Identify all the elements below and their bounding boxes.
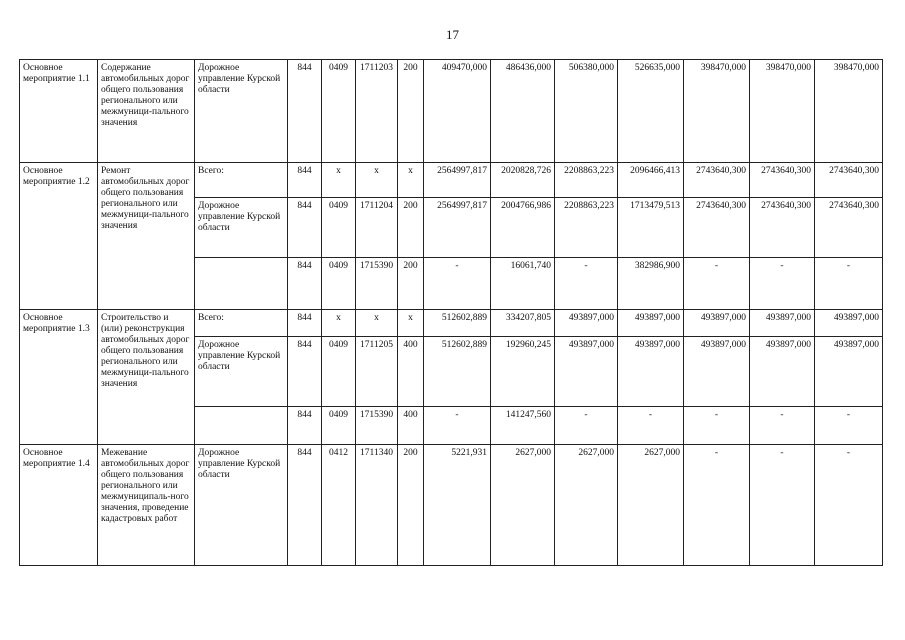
amount-cell: 398470,000 [750,60,815,163]
section-code: 0412 [322,445,356,566]
section-code: 0409 [322,407,356,445]
section-code: 0409 [322,258,356,310]
amount-cell: 334207,805 [491,310,555,337]
amount-cell: 141247,560 [491,407,555,445]
amount-cell: 493897,000 [750,310,815,337]
executor: Дорожное управление Курской области [195,337,288,407]
expense-type-code: 200 [398,445,424,566]
expense-type-code: 400 [398,337,424,407]
amount-cell: 2020828,726 [491,163,555,198]
amount-cell: 16061,740 [491,258,555,310]
amount-cell: - [750,445,815,566]
amount-cell: 526635,000 [618,60,684,163]
section-code: х [322,163,356,198]
expense-type-code: х [398,310,424,337]
grbs-code: 844 [288,258,322,310]
amount-cell: 486436,000 [491,60,555,163]
amount-cell: 2208863,223 [555,198,618,258]
table-row [20,445,883,566]
amount-cell: 493897,000 [750,337,815,407]
target-article-code: х [356,310,398,337]
table-row [20,60,883,163]
activity-name: Основное мероприятие 1.1 [20,60,98,163]
amount-cell: - [684,407,750,445]
amount-cell: 2743640,300 [750,163,815,198]
amount-cell: 398470,000 [815,60,883,163]
amount-cell: 512602,889 [424,337,491,407]
amount-cell: 192960,245 [491,337,555,407]
amount-cell: 2743640,300 [750,198,815,258]
amount-cell: 2004766,986 [491,198,555,258]
grbs-code: 844 [288,198,322,258]
amount-cell: - [555,258,618,310]
amount-cell: 493897,000 [684,337,750,407]
target-article-code: 1711340 [356,445,398,566]
target-article-code: 1715390 [356,407,398,445]
amount-cell: 2096466,413 [618,163,684,198]
amount-cell: 1713479,513 [618,198,684,258]
amount-cell: 493897,000 [618,310,684,337]
activity-name: Основное мероприятие 1.4 [20,445,98,566]
amount-cell: - [618,407,684,445]
amount-cell: 2564997,817 [424,163,491,198]
executor [195,258,288,310]
amount-cell: 493897,000 [684,310,750,337]
amount-cell: 506380,000 [555,60,618,163]
activity-description: Ремонт автомобильных дорог общего пользования регионального или межмуници-пального значения [98,163,195,310]
grbs-code: 844 [288,310,322,337]
amount-cell: 2627,000 [618,445,684,566]
section-code: 0409 [322,198,356,258]
amount-cell: 493897,000 [555,310,618,337]
target-article-code: 1711204 [356,198,398,258]
grbs-code: 844 [288,407,322,445]
amount-cell: 5221,931 [424,445,491,566]
grbs-code: 844 [288,445,322,566]
section-code: х [322,310,356,337]
amount-cell: - [424,258,491,310]
amount-cell: - [684,445,750,566]
amount-cell: - [424,407,491,445]
activity-description: Содержание автомобильных дорог общего пользования регионального или межмуници-пального значения [98,60,195,163]
amount-cell: 398470,000 [684,60,750,163]
amount-cell: - [815,407,883,445]
executor [195,407,288,445]
amount-cell: 2627,000 [491,445,555,566]
executor: Дорожное управление Курской области [195,198,288,258]
activity-name: Основное мероприятие 1.3 [20,310,98,445]
amount-cell: 493897,000 [815,337,883,407]
target-article-code: 1711203 [356,60,398,163]
expense-type-code: х [398,163,424,198]
amount-cell: 382986,900 [618,258,684,310]
grbs-code: 844 [288,337,322,407]
table-row [20,310,883,337]
grbs-code: 844 [288,163,322,198]
amount-cell: - [750,258,815,310]
section-code: 0409 [322,60,356,163]
target-article-code: х [356,163,398,198]
amount-cell: 512602,889 [424,310,491,337]
amount-cell: 2627,000 [555,445,618,566]
section-code: 0409 [322,337,356,407]
amount-cell: 2743640,300 [684,163,750,198]
amount-cell: - [815,445,883,566]
executor: Всего: [195,310,288,337]
amount-cell: 493897,000 [815,310,883,337]
expense-type-code: 400 [398,407,424,445]
amount-cell: 2208863,223 [555,163,618,198]
grbs-code: 844 [288,60,322,163]
target-article-code: 1715390 [356,258,398,310]
amount-cell: - [555,407,618,445]
amount-cell: 2564997,817 [424,198,491,258]
expense-type-code: 200 [398,258,424,310]
executor: Всего: [195,163,288,198]
amount-cell: 2743640,300 [815,198,883,258]
amount-cell: - [684,258,750,310]
amount-cell: - [750,407,815,445]
amount-cell: 2743640,300 [815,163,883,198]
amount-cell: 493897,000 [618,337,684,407]
amount-cell: 409470,000 [424,60,491,163]
target-article-code: 1711205 [356,337,398,407]
budget-table [19,59,883,566]
amount-cell: 2743640,300 [684,198,750,258]
amount-cell: 493897,000 [555,337,618,407]
activity-description: Строительство и (или) реконструкция автомобильных дорог общего пользования регионального или межмуници-пального значения [98,310,195,445]
expense-type-code: 200 [398,198,424,258]
expense-type-code: 200 [398,60,424,163]
executor: Дорожное управление Курской области [195,445,288,566]
activity-description: Межевание автомобильных дорог общего пользования регионального или межмуниципаль-ного значения, проведение кадастровых работ [98,445,195,566]
table-row [20,163,883,198]
executor: Дорожное управление Курской области [195,60,288,163]
amount-cell: - [815,258,883,310]
activity-name: Основное мероприятие 1.2 [20,163,98,310]
page-number: 17 [446,27,459,42]
